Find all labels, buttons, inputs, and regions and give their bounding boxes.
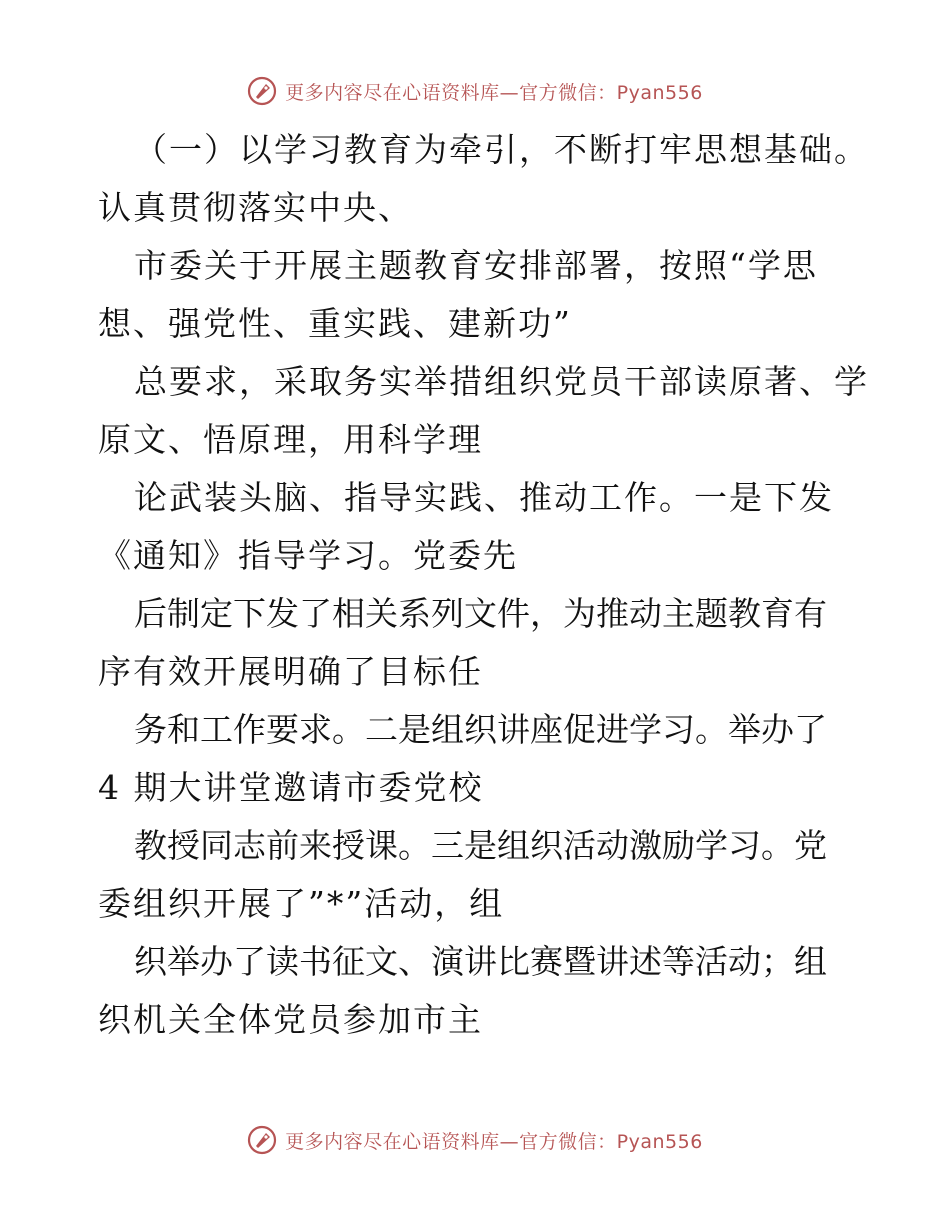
- document-body: [98, 121, 869, 1049]
- paragraph-line: 总要求，采取务实举措组织党员干部读原著、学: [134, 362, 869, 401]
- paragraph-line: 想、强党性、重实践、建新功”: [98, 304, 572, 343]
- watermark-text: 更多内容尽在心语资料库—官方微信：Pyan556: [285, 1130, 703, 1153]
- paragraph-line: 4 期大讲堂邀请市委党校: [98, 768, 484, 807]
- paragraph-line: 市委关于开展主题教育安排部署，按照“学思: [134, 246, 818, 285]
- paragraph-line: 原文、悟原理，用科学理: [98, 420, 483, 459]
- paragraph-line: 《通知》指导学习。党委先: [98, 536, 518, 575]
- paragraph-line: 论武装头脑、指导实践、推动工作。一是下发: [134, 478, 834, 517]
- paragraph-line: 务和工作要求。二是组织讲座促进学习。举办了: [134, 710, 827, 749]
- paragraph-line: 教授同志前来授课。三是组织活动激励学习。党: [134, 826, 827, 865]
- header-watermark: [0, 71, 950, 111]
- footer-watermark: [0, 1120, 950, 1160]
- paragraph-line: 序有效开展明确了目标任: [98, 652, 483, 691]
- paragraph-line: 织举办了读书征文、演讲比赛暨讲述等活动；组: [134, 942, 827, 981]
- watermark-text: 更多内容尽在心语资料库—官方微信：Pyan556: [285, 81, 703, 104]
- pen-nib-logo-icon: [247, 1125, 277, 1155]
- paragraph-line: 委组织开展了”*”活动，组: [98, 884, 505, 923]
- pen-nib-logo-icon: [247, 76, 277, 106]
- paragraph-line: 后制定下发了相关系列文件，为推动主题教育有: [134, 594, 827, 633]
- paragraph-line: 认真贯彻落实中央、: [98, 188, 413, 227]
- paragraph-line: 织机关全体党员参加市主: [98, 1000, 483, 1039]
- paragraph-line: （一）以学习教育为牵引，不断打牢思想基础。: [134, 130, 869, 169]
